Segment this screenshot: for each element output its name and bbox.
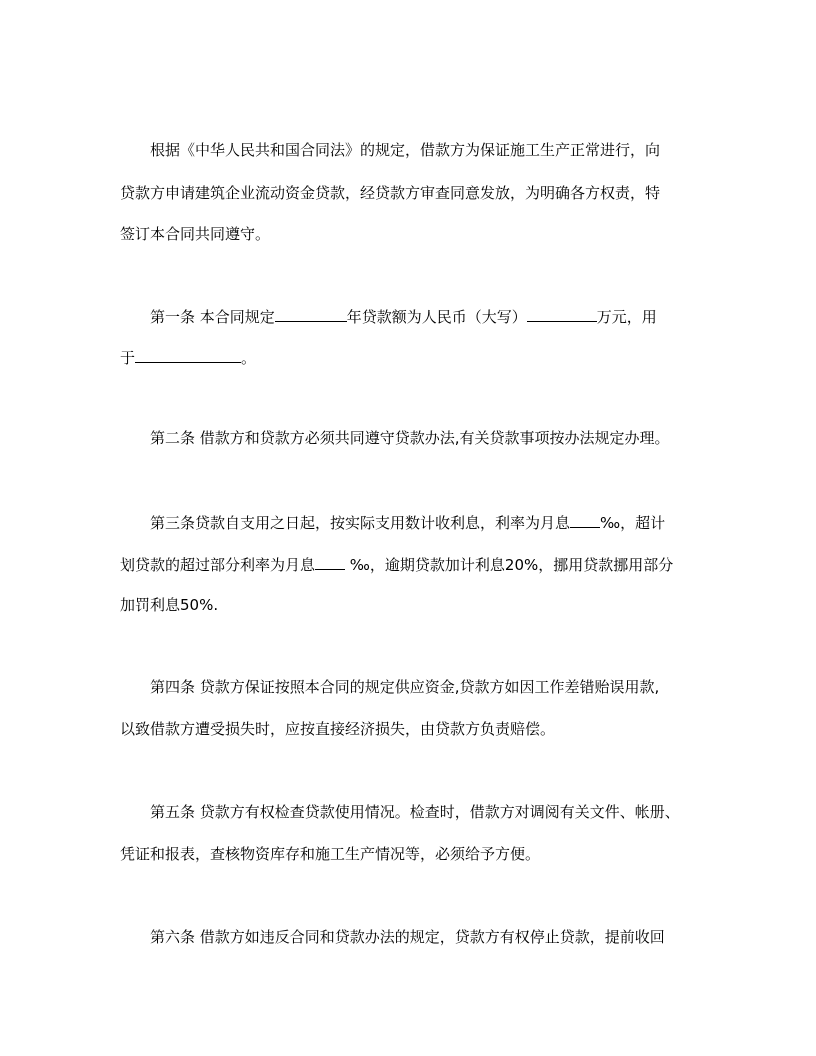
article-3-text-b: ‰，超计 [600,514,666,532]
article-3-text-c: 划贷款的超过部分利率为月息 [120,556,316,574]
excess-rate-blank [315,553,345,570]
article-3-line-2 [120,553,673,575]
purpose-blank [135,346,241,363]
article-3-text-d: ‰，逾期贷款加计利息20%，挪用贷款挪用部分 [345,556,674,574]
article-1-line-2 [120,346,256,368]
article-4-line-1: 第四条 贷款方保证按照本合同的规定供应资金,贷款方如因工作差错贻误用款, [150,678,660,696]
preamble-line-3: 签订本合同共同遵守。 [120,225,271,243]
article-3-text-a: 第三条贷款自支用之日起，按实际支用数计收利息，利率为月息 [150,514,571,532]
preamble-line-2: 贷款方申请建筑企业流动资金贷款，经贷款方审查同意发放，为明确各方权责，特 [120,184,661,202]
article-1-text-d: 于 [120,349,136,367]
article-6-line-1: 第六条 借款方如违反合同和贷款办法的规定，贷款方有权停止贷款，提前收回 [150,928,665,946]
article-1-text-a: 第一条 本合同规定 [150,308,275,326]
preamble-line-1: 根据《中华人民共和国合同法》的规定，借款方为保证施工生产正常进行，向 [150,141,661,159]
article-4-line-2: 以致借款方遭受损失时，应按直接经济损失，由贷款方负责赔偿。 [120,720,556,738]
article-1-line-1 [150,305,657,327]
article-3-line-3: 加罚利息50%. [120,596,219,614]
article-1-text-e: 。 [241,349,257,367]
article-1-text-b: 年贷款额为人民币（大写） [346,308,527,326]
article-5-line-2: 凭证和报表，查核物资库存和施工生产情况等，必须给予方便。 [120,845,541,863]
amount-blank [527,305,597,322]
article-5-line-1: 第五条 贷款方有权检查贷款使用情况。检查时，借款方对调阅有关文件、帐册、 [150,803,680,821]
article-2-line-1: 第二条 借款方和贷款方必须共同遵守贷款办法,有关贷款事项按办法规定办理。 [150,429,670,447]
rate-blank [570,511,600,528]
year-blank [275,305,347,322]
article-3-line-1 [150,511,665,533]
article-1-text-c: 万元，用 [596,308,657,326]
